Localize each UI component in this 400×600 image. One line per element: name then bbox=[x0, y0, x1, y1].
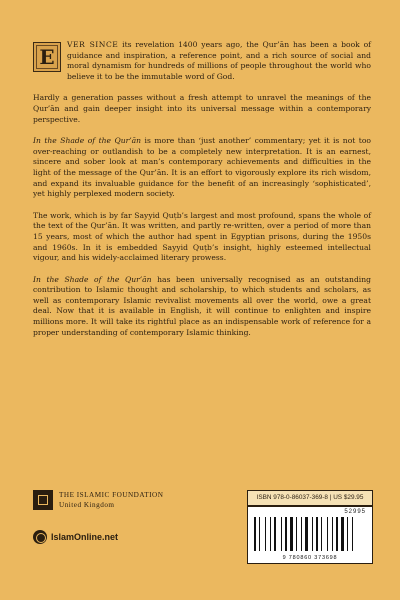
barcode bbox=[247, 506, 373, 564]
dropcap bbox=[33, 42, 61, 72]
publisher-block bbox=[33, 490, 163, 510]
paragraph-4: The work, which is by far Sayyid Quṭb’s largest and most profound, spans the whole of the text of the Qur’ān. It was written, and partly re-written, over a period of more than 15 years, most of which the author had spent in Egyptian prisons, during the 1950s and 1960s. In it is embedded Sayyid Quṭb’s insight, highly esteemed intellectual vigour, and his widely-acclaimed literary prowess. bbox=[33, 210, 371, 263]
barcode-bar bbox=[303, 517, 304, 551]
barcode-bar bbox=[257, 517, 258, 551]
barcode-bar bbox=[298, 517, 300, 551]
price-code: 52995 bbox=[344, 509, 366, 515]
book-title-italic: In the Shade of the Qur’ān bbox=[33, 274, 152, 284]
barcode-bar bbox=[319, 517, 320, 551]
barcode-bar bbox=[316, 517, 318, 551]
barcode-bar bbox=[283, 517, 284, 551]
barcode-bar bbox=[321, 517, 322, 551]
islamic-foundation-logo-icon bbox=[33, 490, 53, 510]
barcode-bar bbox=[254, 517, 256, 551]
barcode-bar bbox=[314, 517, 315, 551]
paragraph-1-text: its revelation 1400 years ago, the Qur’ān has been a book of guidance and inspiration, a reference point, and a rich source of social and moral dynamism for hundreds of millions of people throughout the world who believe it to be the immutable word of God. bbox=[67, 40, 371, 81]
barcode-bar bbox=[296, 517, 297, 551]
barcode-bar bbox=[345, 517, 346, 551]
barcode-bar bbox=[294, 517, 295, 551]
barcode-bar bbox=[327, 517, 328, 551]
barcode-bar bbox=[301, 517, 302, 551]
paragraph-5 bbox=[33, 275, 371, 339]
paragraph-1 bbox=[33, 40, 371, 82]
barcode-bar bbox=[270, 517, 271, 551]
paragraph-2: Hardly a generation passes without a fresh attempt to unravel the meanings of the Qur’ān and gain deeper insight into its universal message within a contemporary perspective. bbox=[33, 93, 371, 124]
barcode-bars bbox=[254, 517, 366, 551]
paragraph-1-lead: VER SINCE bbox=[67, 40, 119, 49]
barcode-bar bbox=[347, 517, 348, 551]
barcode-bar bbox=[352, 517, 353, 551]
blurb-text bbox=[33, 40, 371, 349]
publisher-location: United Kingdom bbox=[59, 501, 115, 509]
barcode-bar bbox=[354, 517, 356, 551]
barcode-bar bbox=[334, 517, 335, 551]
islamonline-brand bbox=[33, 530, 118, 544]
barcode-number: 9 780860 373698 bbox=[282, 555, 338, 561]
barcode-bar bbox=[339, 517, 340, 551]
islamonline-wordmark: IslamOnline.net bbox=[51, 532, 119, 542]
globe-icon bbox=[33, 530, 47, 544]
barcode-bar bbox=[259, 517, 260, 551]
publisher-name: THE ISLAMIC FOUNDATION bbox=[59, 491, 164, 499]
barcode-bar bbox=[312, 517, 313, 551]
barcode-bar bbox=[261, 517, 264, 551]
barcode-bar bbox=[305, 517, 308, 551]
barcode-bar bbox=[285, 517, 287, 551]
dropcap-letter: E bbox=[36, 45, 58, 69]
barcode-bar bbox=[329, 517, 331, 551]
paragraph-3-text: is more than ‘just another’ commentary; yet it is not too over-reaching or outlandish to be a completely new interpretation. It is an earnest, sincere and sober look at man’s contemporary achievements and difficulties in the light of the message of the Qur’ān. It is an effort to vigorously explore its rich wisdom, and expand its invaluable guidance for the benefit of an increasingly ‘sophisticated’, yet highly perplexed modern society. bbox=[33, 136, 371, 199]
barcode-bar bbox=[341, 517, 344, 551]
barcode-bar bbox=[267, 517, 269, 551]
barcode-bar bbox=[290, 517, 293, 551]
paragraph-5-text: has been universally recognised as an outstanding contribution to Islamic thought and scholarship, to which students and scholars, as well as contemporary Islamic revivalist movements all over the world, owe a great deal. Now that it is available in English, it will continue to enlighten and inspire millions more. It will take its rightful place as an indispensable work of reference for a proper understanding of contemporary Islamic thinking. bbox=[33, 274, 371, 337]
barcode-bar bbox=[265, 517, 266, 551]
paragraph-3 bbox=[33, 136, 371, 200]
barcode-bar bbox=[323, 517, 326, 551]
barcode-bar bbox=[277, 517, 280, 551]
barcode-bar bbox=[349, 517, 351, 551]
barcode-bar bbox=[272, 517, 273, 551]
barcode-bar bbox=[332, 517, 333, 551]
barcode-bar bbox=[288, 517, 289, 551]
barcode-bar bbox=[309, 517, 311, 551]
barcode-bar bbox=[336, 517, 338, 551]
book-title-italic: In the Shade of the Qur’ān bbox=[33, 136, 142, 146]
barcode-bar bbox=[274, 517, 276, 551]
isbn-price-label: ISBN 978-0-86037-369-8 | US $29.95 bbox=[247, 490, 373, 506]
cover-footer bbox=[33, 490, 373, 570]
barcode-bar bbox=[281, 517, 282, 551]
